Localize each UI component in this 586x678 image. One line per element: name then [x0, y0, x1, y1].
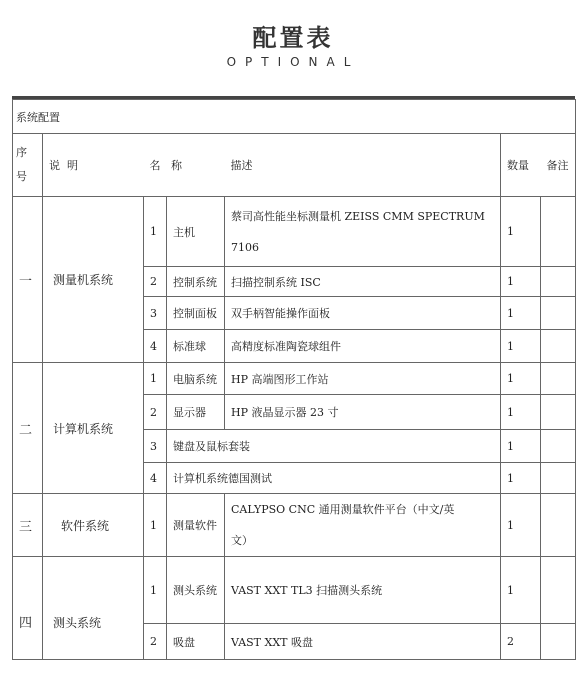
row-qty: 1 [501, 494, 541, 557]
section-index: 三 [13, 494, 43, 557]
col-header-note: 备注 [541, 134, 576, 197]
col-header-desc: 说 明 [43, 134, 144, 197]
row-number: 1 [144, 557, 167, 624]
row-detail [225, 197, 501, 267]
row-name: 电脑系统 [167, 363, 225, 395]
section-system: 计算机系统 [43, 363, 144, 494]
row-merged: 计算机系统德国测试 [167, 463, 501, 494]
row-detail: VAST XXT 吸盘 [225, 624, 501, 660]
row-qty: 1 [501, 197, 541, 267]
row-number: 1 [144, 197, 167, 267]
row-qty: 1 [501, 297, 541, 330]
row-name: 控制系统 [167, 267, 225, 297]
row-name: 测头系统 [167, 557, 225, 624]
row-detail: HP 高端图形工作站 [225, 363, 501, 395]
row-detail [225, 494, 501, 557]
col-header-qty: 数量 [501, 134, 541, 197]
row-detail: 双手柄智能操作面板 [225, 297, 501, 330]
row-qty: 1 [501, 557, 541, 624]
row-note [541, 430, 576, 463]
row-detail-line: 文） [231, 534, 253, 547]
row-qty: 2 [501, 624, 541, 660]
table-row [13, 363, 576, 395]
col-header-index: 序 号 [13, 134, 43, 197]
row-qty: 1 [501, 363, 541, 395]
row-name: 标准球 [167, 330, 225, 363]
table-row [13, 494, 576, 557]
row-detail-line: 7106 [231, 240, 259, 254]
col-header-name: 名 称 [144, 134, 225, 197]
row-note [541, 557, 576, 624]
row-number: 2 [144, 395, 167, 430]
row-qty: 1 [501, 395, 541, 430]
row-number: 2 [144, 267, 167, 297]
table-row [13, 557, 576, 624]
row-number: 3 [144, 430, 167, 463]
table-row [13, 197, 576, 267]
row-qty: 1 [501, 463, 541, 494]
row-qty: 1 [501, 430, 541, 463]
row-note [541, 494, 576, 557]
table-caption: 系统配置 [13, 100, 576, 134]
row-number: 4 [144, 330, 167, 363]
row-merged: 键盘及鼠标套装 [167, 430, 501, 463]
row-detail-line: CALYPSO CNC 通用测量软件平台（中文/英 [231, 503, 455, 516]
row-number: 4 [144, 463, 167, 494]
row-number: 2 [144, 624, 167, 660]
row-note [541, 624, 576, 660]
row-detail: 扫描控制系统 ISC [225, 267, 501, 297]
section-index: 二 [13, 363, 43, 494]
row-number: 1 [144, 363, 167, 395]
section-system: 软件系统 [43, 494, 144, 557]
page-subtitle: OPTIONAL [226, 55, 360, 69]
row-note [541, 197, 576, 267]
config-table [12, 99, 576, 660]
section-system: 测头系统 [43, 557, 144, 660]
section-index: 一 [13, 197, 43, 363]
row-name: 主机 [167, 197, 225, 267]
row-note [541, 297, 576, 330]
row-detail: VAST XXT TL3 扫描测头系统 [225, 557, 501, 624]
table-header-row [13, 134, 576, 197]
table-caption-row [13, 100, 576, 134]
section-system: 测量机系统 [43, 197, 144, 363]
row-note [541, 363, 576, 395]
row-name: 吸盘 [167, 624, 225, 660]
row-detail: 高精度标准陶瓷球组件 [225, 330, 501, 363]
col-header-detail: 描述 [225, 134, 501, 197]
row-name: 测量软件 [167, 494, 225, 557]
row-note [541, 267, 576, 297]
row-note [541, 330, 576, 363]
row-number: 1 [144, 494, 167, 557]
row-qty: 1 [501, 330, 541, 363]
row-name: 显示器 [167, 395, 225, 430]
row-number: 3 [144, 297, 167, 330]
row-qty: 1 [501, 267, 541, 297]
row-name: 控制面板 [167, 297, 225, 330]
row-detail-line: 蔡司高性能坐标测量机 ZEISS CMM SPECTRUM [231, 209, 485, 223]
row-note [541, 463, 576, 494]
section-index: 四 [13, 557, 43, 660]
row-detail: HP 液晶显示器 23 寸 [225, 395, 501, 430]
row-note [541, 395, 576, 430]
page-title: 配置表 [252, 24, 334, 52]
